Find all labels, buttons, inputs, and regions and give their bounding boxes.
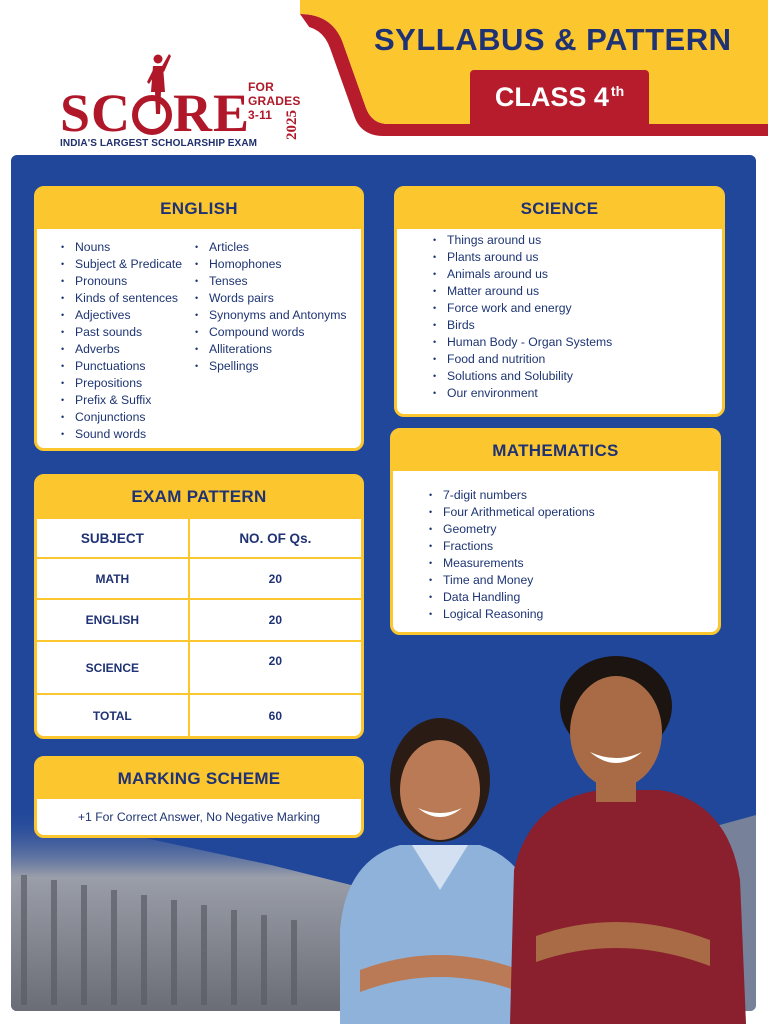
list-item: • Matter around us [433,283,612,300]
list-item: • 7-digit numbers [429,487,595,504]
list-item: • Adjectives [61,307,182,324]
marking-scheme-text: +1 For Correct Answer, No Negative Marking [77,810,321,824]
list-item: • Punctuations [61,358,182,375]
list-item: • Logical Reasoning [429,606,595,623]
list-item: • Prefix & Suffix [61,392,182,409]
list-item: • Human Body - Organ Systems [433,334,612,351]
table-cell-subject: SCIENCE [37,641,189,694]
english-heading: ENGLISH [37,189,361,229]
list-item: • Four Arithmetical operations [429,504,595,521]
class-suffix: th [610,83,625,99]
list-item: • Adverbs [61,341,182,358]
table-cell-count: 20 [189,558,361,599]
mathematics-card [390,428,721,635]
mathematics-heading: MATHEMATICS [393,431,718,471]
list-item: • Articles [195,239,347,256]
list-item: • Fractions [429,538,595,555]
science-list [433,232,612,402]
class-badge [470,70,649,124]
list-item: • Food and nutrition [433,351,612,368]
table-cell-count: 20 [189,599,361,641]
logo-year: 2025 [284,110,300,140]
table-cell-count: 60 [189,694,361,737]
list-item: • Measurements [429,555,595,572]
list-item: • Sound words [61,426,182,443]
list-item: • Animals around us [433,266,612,283]
list-item: • Homophones [195,256,347,273]
science-card [394,186,725,417]
col-header-subject: SUBJECT [37,518,189,558]
list-item: • Things around us [433,232,612,249]
marking-scheme-heading: MARKING SCHEME [37,759,361,799]
list-item: • Prepositions [61,375,182,392]
list-item: • Past sounds [61,324,182,341]
list-item: • Birds [433,317,612,334]
list-item: • Solutions and Solubility [433,368,612,385]
list-item: • Synonyms and Antonyms [195,307,347,324]
science-heading: SCIENCE [397,189,722,229]
logo-grades: FOR GRADES 3-11 [248,80,301,122]
table-cell-subject: TOTAL [37,694,189,737]
page-title: SYLLABUS & PATTERN [374,22,732,57]
list-item: • Force work and energy [433,300,612,317]
list-item: • Alliterations [195,341,347,358]
english-card [34,186,364,451]
logo-tagline: INDIA'S LARGEST SCHOLARSHIP EXAM [60,138,258,149]
list-item: • Tenses [195,273,347,290]
table-cell-subject: MATH [37,558,189,599]
mathematics-list [429,487,595,623]
class-label: CLASS 4 [494,81,609,112]
score-logo [58,48,308,152]
list-item: • Geometry [429,521,595,538]
english-list-col2 [195,239,347,375]
table-cell-subject: ENGLISH [37,599,189,641]
list-item: • Pronouns [61,273,182,290]
list-item: • Time and Money [429,572,595,589]
boy-figure [510,656,746,1024]
list-item: • Kinds of sentences [61,290,182,307]
table-cell-count: 20 [189,641,361,694]
list-item: • Words pairs [195,290,347,307]
exam-pattern-heading: EXAM PATTERN [37,477,361,517]
list-item: • Our environment [433,385,612,402]
logo-wordmark: SC RE [60,83,251,143]
english-list-col1 [61,239,182,443]
list-item: • Nouns [61,239,182,256]
students-photo [300,640,768,1024]
col-header-count: NO. OF Qs. [189,518,361,558]
list-item: • Spellings [195,358,347,375]
list-item: • Data Handling [429,589,595,606]
list-item: • Subject & Predicate [61,256,182,273]
list-item: • Compound words [195,324,347,341]
list-item: • Conjunctions [61,409,182,426]
girl-figure [340,718,540,1024]
list-item: • Plants around us [433,249,612,266]
